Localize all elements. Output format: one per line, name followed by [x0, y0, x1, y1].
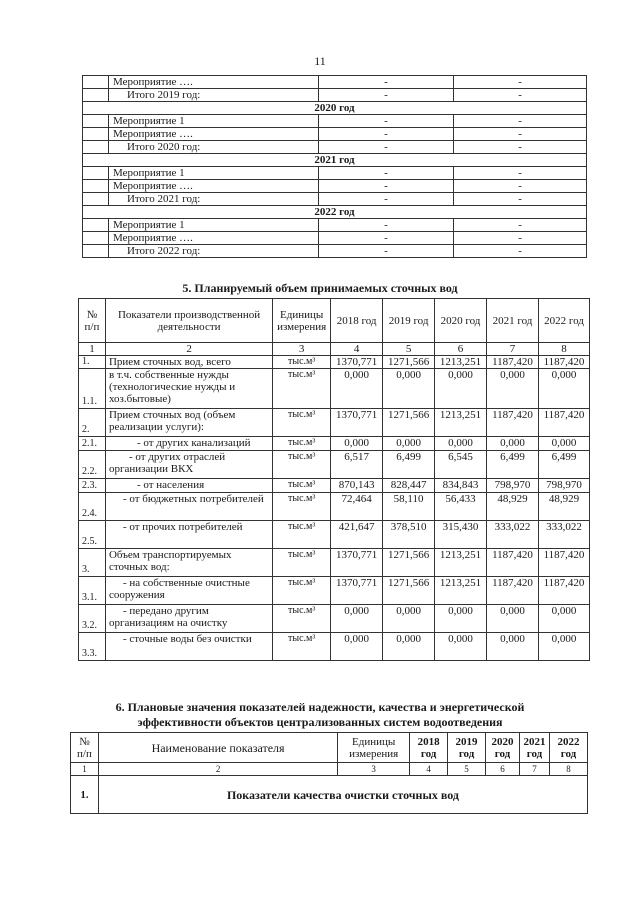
- top-table-row: [83, 206, 587, 219]
- unit-cell: тыс.м³: [273, 369, 331, 409]
- value-cell: 0,000: [538, 605, 589, 633]
- value-cell: 1187,420: [487, 549, 539, 577]
- value-cell: 1271,566: [383, 409, 435, 437]
- indicator-name: Объем транспортируемых сточных вод:: [105, 549, 272, 577]
- year-heading: 2022 год: [83, 206, 587, 219]
- value-cell: 828,447: [383, 479, 435, 493]
- header-year-2022: 2022 год: [538, 299, 589, 343]
- value-cell: 0,000: [383, 369, 435, 409]
- column-number: 2: [98, 763, 337, 776]
- top-table-row: [83, 219, 587, 232]
- table-row: [79, 451, 590, 479]
- value-cell: -: [454, 232, 587, 245]
- value-cell: 1213,251: [435, 409, 487, 437]
- header-unit: Единицы измерения: [273, 299, 331, 343]
- blank-cell: [83, 76, 109, 89]
- value-cell: 0,000: [435, 605, 487, 633]
- s6-header-year-2022: 2022 год: [549, 733, 587, 763]
- indicator-name: - от бюджетных потребителей: [105, 493, 272, 521]
- value-cell: 0,000: [487, 605, 539, 633]
- column-number: 8: [538, 343, 589, 356]
- value-cell: -: [454, 128, 587, 141]
- s6-header-year-2021: 2021 год: [520, 733, 550, 763]
- value-cell: 48,929: [487, 493, 539, 521]
- blank-cell: [83, 232, 109, 245]
- top-table-row: [83, 102, 587, 115]
- blank-cell: [83, 128, 109, 141]
- value-cell: 0,000: [435, 437, 487, 451]
- table-row: [79, 409, 590, 437]
- value-cell: 0,000: [331, 437, 383, 451]
- value-cell: -: [318, 193, 454, 206]
- value-cell: 1271,566: [383, 577, 435, 605]
- total-label: Итого 2020 год:: [108, 141, 318, 154]
- column-number: 7: [487, 343, 539, 356]
- value-cell: 1271,566: [383, 356, 435, 369]
- value-cell: 1370,771: [331, 577, 383, 605]
- value-cell: -: [454, 141, 587, 154]
- top-table-row: [83, 89, 587, 102]
- row-number: 2.3.: [79, 479, 106, 493]
- value-cell: 0,000: [435, 369, 487, 409]
- value-cell: 0,000: [331, 369, 383, 409]
- blank-cell: [83, 167, 109, 180]
- value-cell: -: [318, 115, 454, 128]
- top-table-row: [83, 167, 587, 180]
- unit-cell: тыс.м³: [273, 493, 331, 521]
- total-label: Итого 2019 год:: [108, 89, 318, 102]
- table-row: [79, 633, 590, 661]
- table-row: [79, 356, 590, 369]
- top-measures-table: [82, 75, 587, 258]
- row-number: 2.1.: [79, 437, 106, 451]
- value-cell: 6,499: [538, 451, 589, 479]
- table-row: [79, 521, 590, 549]
- value-cell: 0,000: [487, 633, 539, 661]
- value-cell: 0,000: [383, 633, 435, 661]
- value-cell: -: [318, 245, 454, 258]
- column-number: 7: [520, 763, 550, 776]
- row-number: 2.4.: [79, 493, 106, 521]
- value-cell: -: [454, 76, 587, 89]
- top-table-row: [83, 193, 587, 206]
- value-cell: -: [318, 76, 454, 89]
- value-cell: 1187,420: [538, 577, 589, 605]
- measure-label: Мероприятие ….: [108, 128, 318, 141]
- reliability-indicators-table: [70, 732, 588, 814]
- s6-header-year-2019: 2019 год: [448, 733, 486, 763]
- value-cell: 1187,420: [487, 409, 539, 437]
- value-cell: 6,545: [435, 451, 487, 479]
- value-cell: 6,499: [487, 451, 539, 479]
- value-cell: 0,000: [538, 437, 589, 451]
- value-cell: 0,000: [383, 437, 435, 451]
- column-number: 1: [79, 343, 106, 356]
- column-number: 3: [273, 343, 331, 356]
- value-cell: 1213,251: [435, 356, 487, 369]
- value-cell: -: [454, 167, 587, 180]
- top-table-row: [83, 76, 587, 89]
- value-cell: 333,022: [487, 521, 539, 549]
- table-row: [79, 479, 590, 493]
- header-no: № п/п: [79, 299, 106, 343]
- value-cell: 421,647: [331, 521, 383, 549]
- column-number: 4: [410, 763, 448, 776]
- section6-title-line2: эффективности объектов централизованных систем водоотведения: [137, 715, 503, 729]
- value-cell: -: [454, 89, 587, 102]
- value-cell: 1187,420: [538, 409, 589, 437]
- indicator-name: - на собственные очистные сооружения: [105, 577, 272, 605]
- indicator-name: - от прочих потребителей: [105, 521, 272, 549]
- value-cell: -: [318, 128, 454, 141]
- column-number: 8: [549, 763, 587, 776]
- value-cell: 1187,420: [538, 549, 589, 577]
- row-number: 1.1.: [79, 369, 106, 409]
- value-cell: -: [318, 219, 454, 232]
- value-cell: 1187,420: [538, 356, 589, 369]
- row-number: 2.: [79, 409, 106, 437]
- s6-header-year-2018: 2018 год: [410, 733, 448, 763]
- top-table-row: [83, 245, 587, 258]
- header-year-2020: 2020 год: [435, 299, 487, 343]
- column-number: 5: [448, 763, 486, 776]
- header-year-2021: 2021 год: [487, 299, 539, 343]
- blank-cell: [83, 219, 109, 232]
- unit-cell: тыс.м³: [273, 451, 331, 479]
- value-cell: 315,430: [435, 521, 487, 549]
- section5-title: 5. Планируемый объем принимаемых сточных вод: [182, 281, 458, 295]
- top-table-row: [83, 115, 587, 128]
- unit-cell: тыс.м³: [273, 549, 331, 577]
- row-number: 1.: [79, 356, 106, 369]
- s6-header-year-2020: 2020 год: [486, 733, 520, 763]
- value-cell: 0,000: [538, 633, 589, 661]
- blank-cell: [83, 115, 109, 128]
- indicator-name: - от других отраслей организации ВКХ: [105, 451, 272, 479]
- value-cell: 1213,251: [435, 549, 487, 577]
- column-number: 5: [383, 343, 435, 356]
- total-label: Итого 2022 год:: [108, 245, 318, 258]
- value-cell: 378,510: [383, 521, 435, 549]
- s6-row-no: 1.: [71, 776, 99, 814]
- blank-cell: [83, 89, 109, 102]
- value-cell: -: [318, 232, 454, 245]
- total-label: Итого 2021 год:: [108, 193, 318, 206]
- value-cell: 333,022: [538, 521, 589, 549]
- table-row: [79, 577, 590, 605]
- indicator-name: - от населения: [105, 479, 272, 493]
- table-row: [79, 605, 590, 633]
- value-cell: 1271,566: [383, 549, 435, 577]
- value-cell: 0,000: [383, 605, 435, 633]
- row-number: 3.3.: [79, 633, 106, 661]
- value-cell: -: [454, 245, 587, 258]
- value-cell: 1187,420: [487, 356, 539, 369]
- table-row: [79, 369, 590, 409]
- value-cell: 0,000: [435, 633, 487, 661]
- top-table-row: [83, 232, 587, 245]
- s6-row-title: Показатели качества очистки сточных вод: [98, 776, 587, 814]
- value-cell: 6,517: [331, 451, 383, 479]
- value-cell: 48,929: [538, 493, 589, 521]
- indicator-name: - от других канализаций: [105, 437, 272, 451]
- column-number: 1: [71, 763, 99, 776]
- value-cell: 0,000: [538, 369, 589, 409]
- value-cell: -: [318, 89, 454, 102]
- value-cell: 72,464: [331, 493, 383, 521]
- table-row: [79, 493, 590, 521]
- header-year-2019: 2019 год: [383, 299, 435, 343]
- column-number: 4: [331, 343, 383, 356]
- section6-title-line1: 6. Плановые значения показателей надежности, качества и энергетической: [115, 700, 525, 714]
- value-cell: 1370,771: [331, 409, 383, 437]
- indicator-name: в т.ч. собственные нужды (технологические нужды и хоз.бытовые): [105, 369, 272, 409]
- measure-label: Мероприятие 1: [108, 219, 318, 232]
- value-cell: -: [318, 180, 454, 193]
- measure-label: Мероприятие 1: [108, 115, 318, 128]
- s6-header-unit: Единицы измерения: [338, 733, 410, 763]
- value-cell: -: [318, 167, 454, 180]
- indicator-name: Прием сточных вод (объем реализации услуги):: [105, 409, 272, 437]
- column-number: 6: [435, 343, 487, 356]
- value-cell: 1370,771: [331, 356, 383, 369]
- top-table-row: [83, 180, 587, 193]
- value-cell: 1370,771: [331, 549, 383, 577]
- value-cell: -: [454, 219, 587, 232]
- page-number: 11: [314, 54, 326, 68]
- value-cell: 0,000: [331, 605, 383, 633]
- unit-cell: тыс.м³: [273, 409, 331, 437]
- unit-cell: тыс.м³: [273, 521, 331, 549]
- top-table-row: [83, 128, 587, 141]
- measure-label: Мероприятие 1: [108, 167, 318, 180]
- year-heading: 2021 год: [83, 154, 587, 167]
- value-cell: 58,110: [383, 493, 435, 521]
- row-number: 3.2.: [79, 605, 106, 633]
- column-number: 3: [338, 763, 410, 776]
- measure-label: Мероприятие ….: [108, 232, 318, 245]
- header-indicator: Показатели производственной деятельности: [105, 299, 272, 343]
- value-cell: -: [454, 115, 587, 128]
- value-cell: 1213,251: [435, 577, 487, 605]
- blank-cell: [83, 180, 109, 193]
- value-cell: 56,433: [435, 493, 487, 521]
- value-cell: 0,000: [487, 369, 539, 409]
- top-table-row: [83, 141, 587, 154]
- value-cell: 6,499: [383, 451, 435, 479]
- blank-cell: [83, 193, 109, 206]
- unit-cell: тыс.м³: [273, 605, 331, 633]
- column-number: 6: [486, 763, 520, 776]
- measure-label: Мероприятие ….: [108, 76, 318, 89]
- value-cell: 870,143: [331, 479, 383, 493]
- row-number: 2.2.: [79, 451, 106, 479]
- wastewater-volume-table: [78, 298, 590, 661]
- value-cell: 0,000: [487, 437, 539, 451]
- value-cell: 1187,420: [487, 577, 539, 605]
- value-cell: -: [454, 193, 587, 206]
- value-cell: 834,843: [435, 479, 487, 493]
- table-row: [79, 437, 590, 451]
- column-number: 2: [105, 343, 272, 356]
- indicator-name: - передано другим организациям на очистку: [105, 605, 272, 633]
- unit-cell: тыс.м³: [273, 356, 331, 369]
- year-heading: 2020 год: [83, 102, 587, 115]
- row-number: 3.1.: [79, 577, 106, 605]
- value-cell: 0,000: [331, 633, 383, 661]
- blank-cell: [83, 141, 109, 154]
- unit-cell: тыс.м³: [273, 633, 331, 661]
- value-cell: -: [318, 141, 454, 154]
- s6-header-indicator: Наименование показателя: [98, 733, 337, 763]
- indicator-name: Прием сточных вод, всего: [105, 356, 272, 369]
- s6-header-no: № п/п: [71, 733, 99, 763]
- value-cell: -: [454, 180, 587, 193]
- table-row: [79, 549, 590, 577]
- row-number: 3.: [79, 549, 106, 577]
- indicator-name: - сточные воды без очистки: [105, 633, 272, 661]
- blank-cell: [83, 245, 109, 258]
- measure-label: Мероприятие ….: [108, 180, 318, 193]
- row-number: 2.5.: [79, 521, 106, 549]
- unit-cell: тыс.м³: [273, 479, 331, 493]
- unit-cell: тыс.м³: [273, 577, 331, 605]
- value-cell: 798,970: [487, 479, 539, 493]
- unit-cell: тыс.м³: [273, 437, 331, 451]
- top-table-row: [83, 154, 587, 167]
- value-cell: 798,970: [538, 479, 589, 493]
- header-year-2018: 2018 год: [331, 299, 383, 343]
